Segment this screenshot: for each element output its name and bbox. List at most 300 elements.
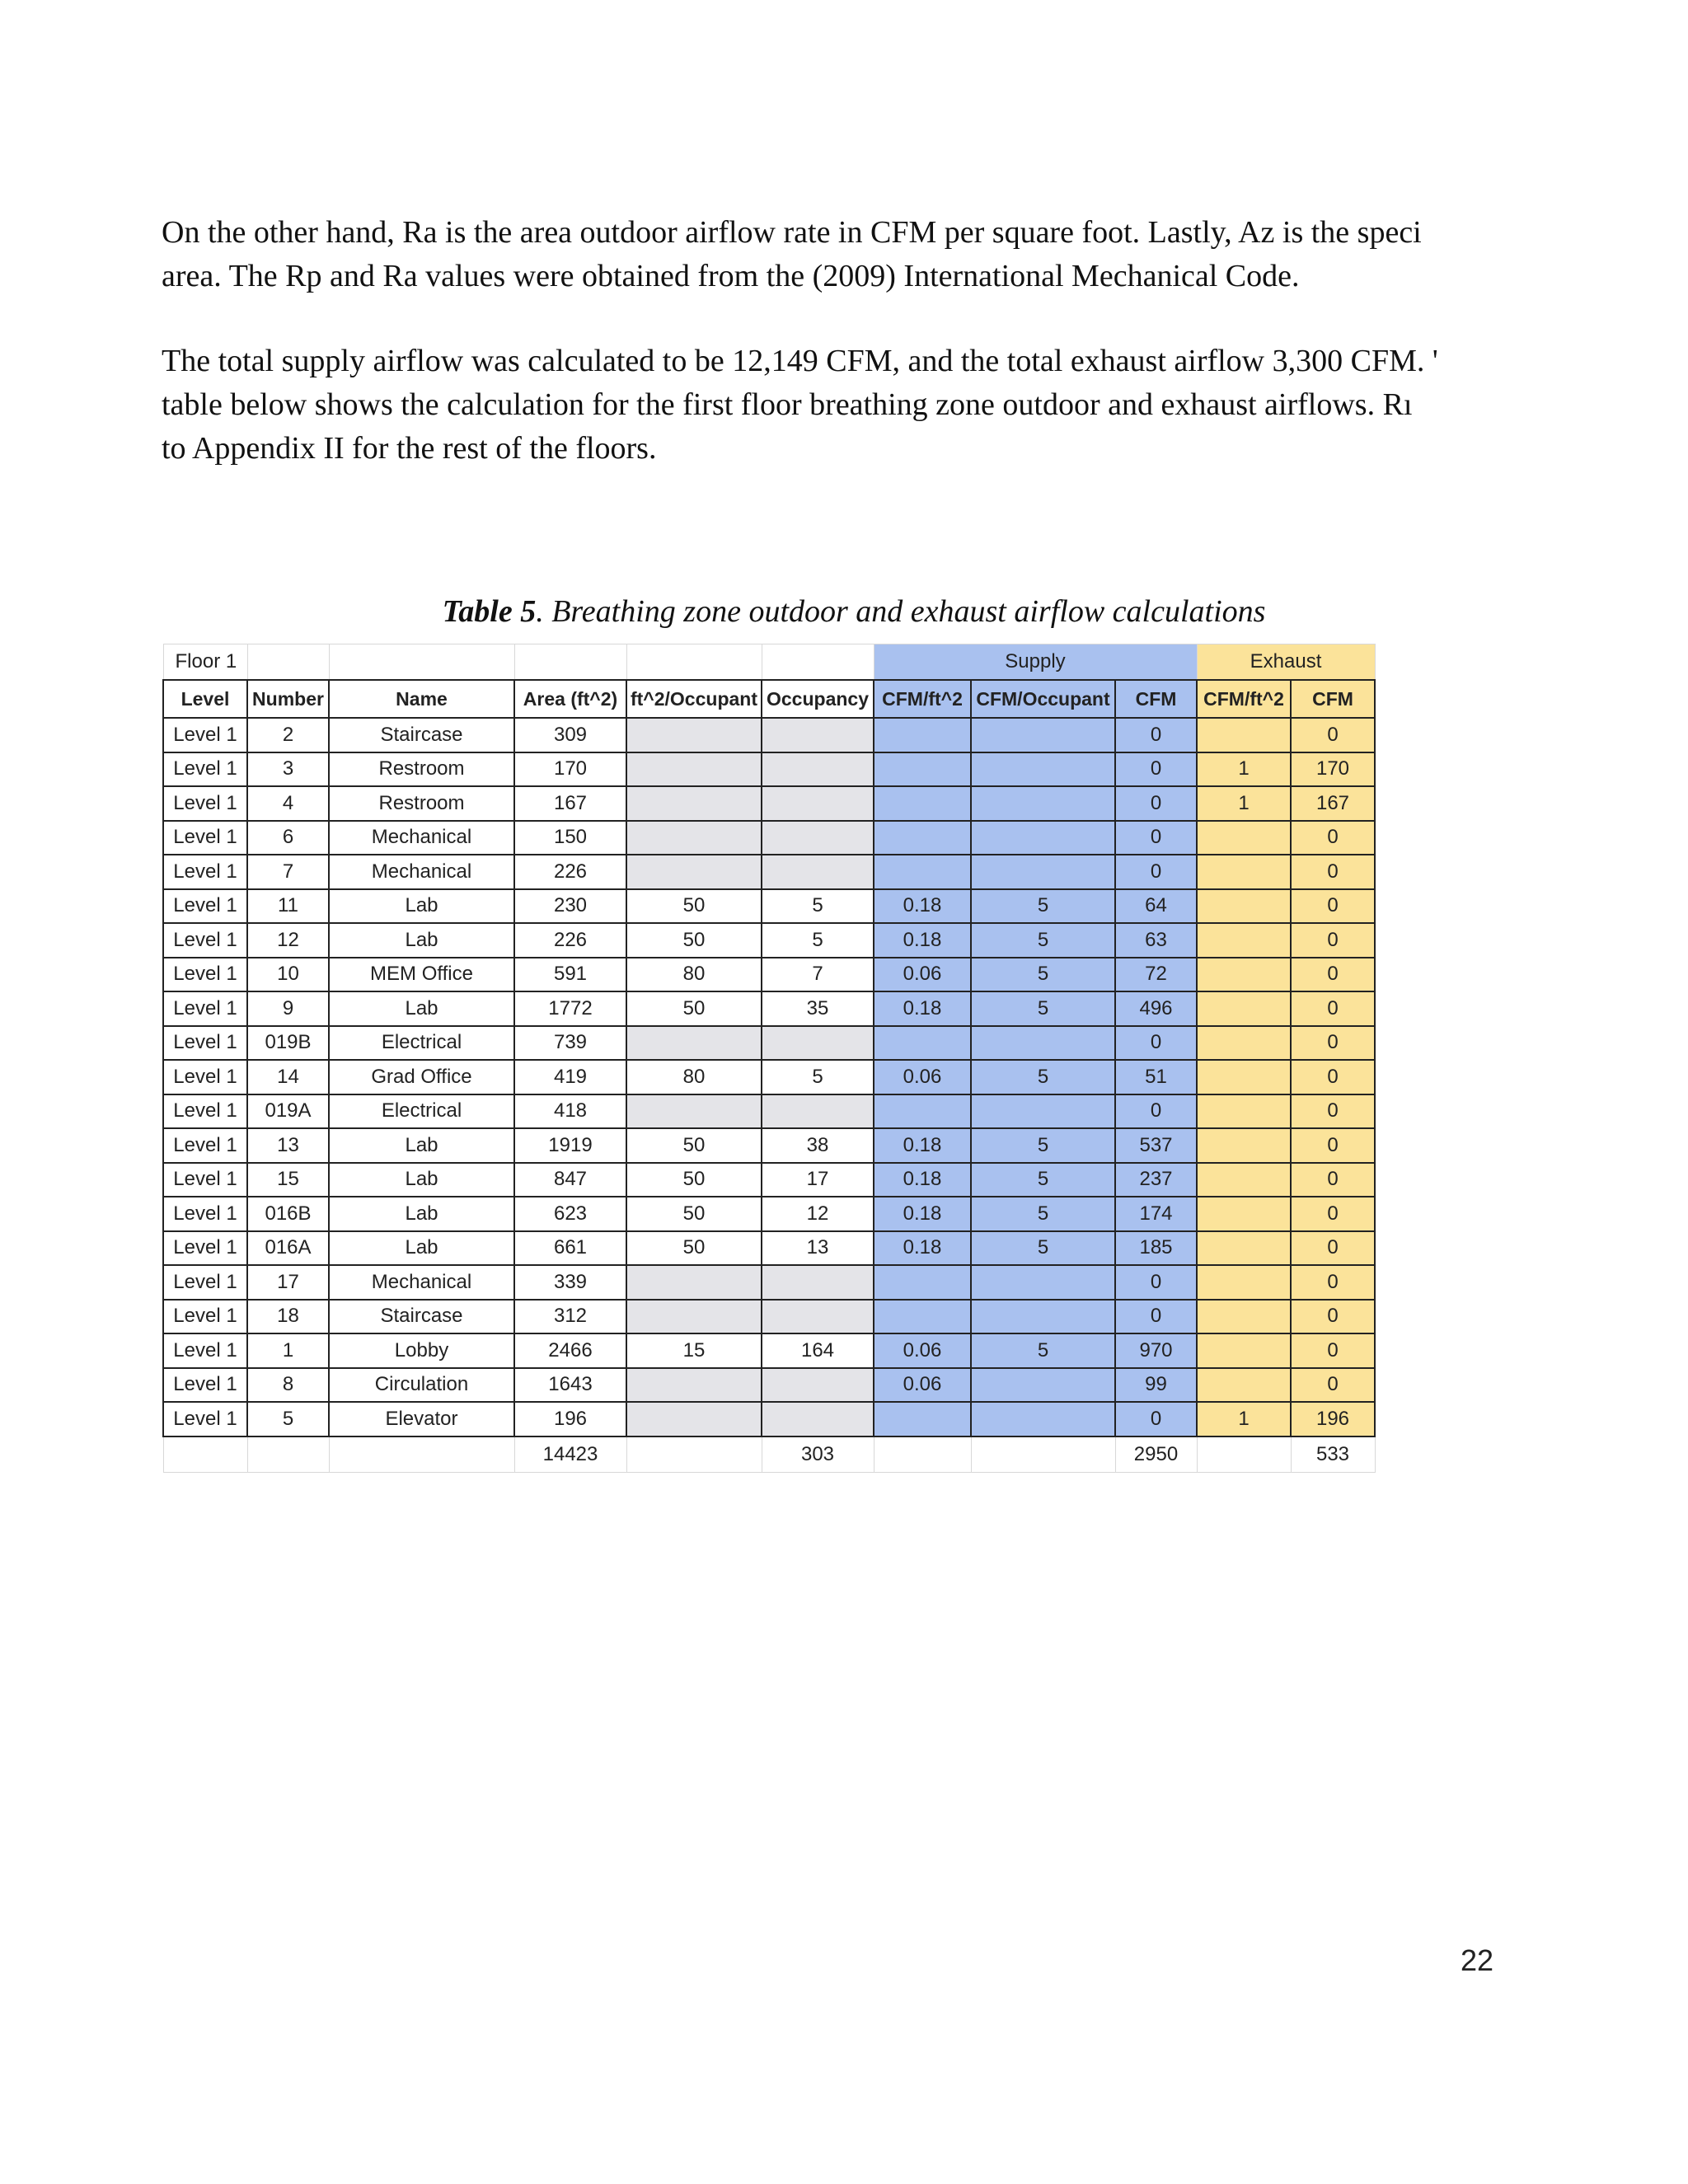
table-row xyxy=(163,1231,1375,1266)
table-cell: Level 1 xyxy=(163,855,247,889)
table-group-row xyxy=(163,644,1375,681)
table-cell xyxy=(874,786,971,821)
table-cell: 661 xyxy=(514,1231,626,1266)
table-row xyxy=(163,1402,1375,1436)
table-row xyxy=(163,1197,1375,1231)
table-cell xyxy=(626,1026,762,1061)
table-cell: 35 xyxy=(762,991,874,1026)
table-cell: 50 xyxy=(626,991,762,1026)
table-cell: 0 xyxy=(1291,1265,1375,1300)
paragraph-line: area. The Rp and Ra values were obtained from the (2009) International Mechanical Code. xyxy=(162,259,1300,293)
column-header-exhaust-cfm-per-ft2: CFM/ft^2 xyxy=(1197,680,1291,718)
table-cell: 0.18 xyxy=(874,991,971,1026)
table-cell xyxy=(1197,889,1291,924)
table-cell xyxy=(1197,1026,1291,1061)
total-cell: 533 xyxy=(1291,1436,1375,1473)
table-cell: Circulation xyxy=(329,1368,514,1403)
table-cell: 5 xyxy=(971,1231,1115,1266)
table-cell: 196 xyxy=(1291,1402,1375,1436)
column-header-name: Name xyxy=(329,680,514,718)
table-cell: 150 xyxy=(514,821,626,855)
table-cell: Level 1 xyxy=(163,1368,247,1403)
table-cell: Level 1 xyxy=(163,1128,247,1163)
table-cell: Elevator xyxy=(329,1402,514,1436)
table-cell: Level 1 xyxy=(163,1060,247,1094)
table-cell: 0.06 xyxy=(874,1333,971,1368)
table-cell xyxy=(626,1094,762,1129)
table-cell: 3 xyxy=(247,752,329,787)
table-cell: Lab xyxy=(329,1163,514,1197)
table-cell: 237 xyxy=(1115,1163,1197,1197)
table-cell: 537 xyxy=(1115,1128,1197,1163)
airflow-table xyxy=(162,644,1376,1473)
table-cell: Level 1 xyxy=(163,821,247,855)
table-cell: Level 1 xyxy=(163,1231,247,1266)
table-cell: Level 1 xyxy=(163,958,247,992)
table-cell: 0 xyxy=(1291,855,1375,889)
table-cell: Level 1 xyxy=(163,1026,247,1061)
table-cell xyxy=(971,1026,1115,1061)
table-row xyxy=(163,1333,1375,1368)
table-totals-row xyxy=(163,1436,1375,1473)
table-cell xyxy=(1197,1265,1291,1300)
table-cell: 12 xyxy=(762,1197,874,1231)
total-cell xyxy=(247,1436,329,1473)
table-cell: 80 xyxy=(626,958,762,992)
column-header-cfm-per-occupant: CFM/Occupant xyxy=(971,680,1115,718)
total-cell xyxy=(1197,1436,1291,1473)
table-cell: 1 xyxy=(1197,752,1291,787)
table-row xyxy=(163,1060,1375,1094)
table-cell: 185 xyxy=(1115,1231,1197,1266)
table-cell: 847 xyxy=(514,1163,626,1197)
table-cell: 5 xyxy=(762,889,874,924)
table-cell: Mechanical xyxy=(329,1265,514,1300)
paragraph-line: On the other hand, Ra is the area outdoor airflow rate in CFM per square foot. Lastly, Az is the speci xyxy=(162,215,1422,250)
table-cell: 418 xyxy=(514,1094,626,1129)
table-cell: 5 xyxy=(971,889,1115,924)
table-cell: 5 xyxy=(971,991,1115,1026)
empty-cell xyxy=(329,644,514,681)
table-cell: Staircase xyxy=(329,1300,514,1334)
table-cell: 312 xyxy=(514,1300,626,1334)
table-row xyxy=(163,1368,1375,1403)
table-cell: MEM Office xyxy=(329,958,514,992)
table-cell: 17 xyxy=(762,1163,874,1197)
table-cell: Electrical xyxy=(329,1094,514,1129)
table-cell: 0.18 xyxy=(874,1197,971,1231)
table-cell: 0.06 xyxy=(874,1368,971,1403)
table-cell xyxy=(1197,1231,1291,1266)
table-cell: Level 1 xyxy=(163,718,247,752)
table-cell: 10 xyxy=(247,958,329,992)
table-cell: 8 xyxy=(247,1368,329,1403)
table-cell: 164 xyxy=(762,1333,874,1368)
table-cell: 1 xyxy=(1197,1402,1291,1436)
page-number: 22 xyxy=(1460,1943,1493,1977)
table-row xyxy=(163,958,1375,992)
table-cell: 51 xyxy=(1115,1060,1197,1094)
table-cell: 17 xyxy=(247,1265,329,1300)
table-cell: 016A xyxy=(247,1231,329,1266)
table-cell xyxy=(874,855,971,889)
table-cell: 12 xyxy=(247,923,329,958)
table-cell xyxy=(626,1402,762,1436)
table-cell xyxy=(626,752,762,787)
table-cell: 13 xyxy=(247,1128,329,1163)
table-cell: Level 1 xyxy=(163,923,247,958)
table-cell: 5 xyxy=(971,1128,1115,1163)
table-cell: 0 xyxy=(1291,1197,1375,1231)
table-cell: 72 xyxy=(1115,958,1197,992)
table-cell: 019B xyxy=(247,1026,329,1061)
column-header-level: Level xyxy=(163,680,247,718)
table-cell: 0.18 xyxy=(874,1231,971,1266)
table-cell: 167 xyxy=(1291,786,1375,821)
table-cell xyxy=(762,1094,874,1129)
table-cell: 14 xyxy=(247,1060,329,1094)
table-cell xyxy=(626,786,762,821)
table-cell: Level 1 xyxy=(163,1094,247,1129)
table-cell: 0 xyxy=(1291,718,1375,752)
paragraph-line: The total supply airflow was calculated to be 12,149 CFM, and the total exhaust airflow 3,300 CFM. ' xyxy=(162,344,1438,378)
paragraph-line: table below shows the calculation for the first floor breathing zone outdoor and exhaust airflows. Rı xyxy=(162,387,1413,422)
table-cell xyxy=(626,1265,762,1300)
table-cell xyxy=(971,1300,1115,1334)
total-cell: 303 xyxy=(762,1436,874,1473)
table-cell: 5 xyxy=(762,1060,874,1094)
table-cell xyxy=(1197,1197,1291,1231)
table-cell: 0 xyxy=(1115,1402,1197,1436)
table-cell: 226 xyxy=(514,923,626,958)
table-cell xyxy=(626,1368,762,1403)
table-cell: 11 xyxy=(247,889,329,924)
table-cell xyxy=(626,1300,762,1334)
column-header-ft2-per-occupant: ft^2/Occupant xyxy=(626,680,762,718)
table-cell: 2466 xyxy=(514,1333,626,1368)
empty-cell xyxy=(626,644,762,681)
cropped-edge xyxy=(1381,644,1387,1483)
table-cell: Level 1 xyxy=(163,889,247,924)
table-cell: 50 xyxy=(626,889,762,924)
table-cell: Electrical xyxy=(329,1026,514,1061)
table-cell: 419 xyxy=(514,1060,626,1094)
table-cell xyxy=(971,1368,1115,1403)
column-header-number: Number xyxy=(247,680,329,718)
table-cell: Level 1 xyxy=(163,786,247,821)
table-cell: Level 1 xyxy=(163,991,247,1026)
table-cell: 0 xyxy=(1115,1300,1197,1334)
table-cell: Staircase xyxy=(329,718,514,752)
total-cell xyxy=(163,1436,247,1473)
column-header-area: Area (ft^2) xyxy=(514,680,626,718)
table-row xyxy=(163,718,1375,752)
table-cell: 0.18 xyxy=(874,923,971,958)
table-cell: Restroom xyxy=(329,752,514,787)
table-caption xyxy=(162,593,1546,630)
table-cell: Lab xyxy=(329,889,514,924)
table-cell: 0 xyxy=(1291,958,1375,992)
table-row xyxy=(163,1094,1375,1129)
table-cell xyxy=(874,821,971,855)
table-cell: Lab xyxy=(329,1197,514,1231)
table-cell: 1 xyxy=(1197,786,1291,821)
table-cell: 0 xyxy=(1115,821,1197,855)
table-row xyxy=(163,1026,1375,1061)
table-cell: 2 xyxy=(247,718,329,752)
paragraph-line: to Appendix II for the rest of the floors. xyxy=(162,431,657,466)
table-cell xyxy=(1197,923,1291,958)
table-cell: Grad Office xyxy=(329,1060,514,1094)
table-cell: 0 xyxy=(1115,786,1197,821)
table-cell: Level 1 xyxy=(163,1300,247,1334)
table-cell xyxy=(874,1094,971,1129)
table-cell: 0 xyxy=(1115,718,1197,752)
table-row xyxy=(163,991,1375,1026)
table-cell: 1 xyxy=(247,1333,329,1368)
floor-label: Floor 1 xyxy=(163,644,247,681)
table-cell: Mechanical xyxy=(329,855,514,889)
table-cell: 7 xyxy=(762,958,874,992)
table-cell xyxy=(1197,1163,1291,1197)
table-row xyxy=(163,855,1375,889)
table-cell xyxy=(762,786,874,821)
table-cell: 5 xyxy=(971,1163,1115,1197)
table-cell xyxy=(1197,1094,1291,1129)
table-cell: 50 xyxy=(626,1163,762,1197)
table-cell: 64 xyxy=(1115,889,1197,924)
table-cell: 0.06 xyxy=(874,958,971,992)
column-header-exhaust-cfm: CFM xyxy=(1291,680,1375,718)
spreadsheet-image xyxy=(162,644,1387,1483)
supply-group-header: Supply xyxy=(874,644,1197,681)
table-cell xyxy=(971,718,1115,752)
table-cell xyxy=(874,1026,971,1061)
total-cell xyxy=(329,1436,514,1473)
table-cell: 0 xyxy=(1115,752,1197,787)
table-cell: 50 xyxy=(626,923,762,958)
total-cell: 14423 xyxy=(514,1436,626,1473)
table-cell xyxy=(762,1402,874,1436)
table-cell xyxy=(762,718,874,752)
table-cell xyxy=(762,1368,874,1403)
table-cell: 1643 xyxy=(514,1368,626,1403)
table-cell: 4 xyxy=(247,786,329,821)
table-cell: 309 xyxy=(514,718,626,752)
table-cell: 339 xyxy=(514,1265,626,1300)
empty-cell xyxy=(247,644,329,681)
table-cell: 5 xyxy=(971,1060,1115,1094)
table-row xyxy=(163,1300,1375,1334)
table-cell: 591 xyxy=(514,958,626,992)
table-cell xyxy=(971,786,1115,821)
table-cell: 0 xyxy=(1291,991,1375,1026)
column-header-supply-cfm-per-ft2: CFM/ft^2 xyxy=(874,680,971,718)
table-cell: 0.06 xyxy=(874,1060,971,1094)
table-row xyxy=(163,1128,1375,1163)
table-row xyxy=(163,923,1375,958)
table-cell: 15 xyxy=(626,1333,762,1368)
table-cell xyxy=(971,1094,1115,1129)
table-cell: 0 xyxy=(1291,923,1375,958)
table-cell: Lab xyxy=(329,1231,514,1266)
table-cell xyxy=(1197,991,1291,1026)
table-cell: 0.18 xyxy=(874,889,971,924)
table-cell xyxy=(1197,855,1291,889)
table-cell xyxy=(971,821,1115,855)
table-cell xyxy=(874,752,971,787)
table-cell: 167 xyxy=(514,786,626,821)
table-cell: 50 xyxy=(626,1197,762,1231)
table-cell xyxy=(1197,1060,1291,1094)
table-cell xyxy=(762,752,874,787)
table-cell: 623 xyxy=(514,1197,626,1231)
table-cell: Level 1 xyxy=(163,1402,247,1436)
table-cell xyxy=(762,1300,874,1334)
table-cell: 38 xyxy=(762,1128,874,1163)
table-row xyxy=(163,1163,1375,1197)
table-cell: 0 xyxy=(1291,1094,1375,1129)
table-cell: 50 xyxy=(626,1128,762,1163)
table-cell: 80 xyxy=(626,1060,762,1094)
table-cell: 170 xyxy=(1291,752,1375,787)
total-cell xyxy=(626,1436,762,1473)
table-cell: 196 xyxy=(514,1402,626,1436)
table-cell: 9 xyxy=(247,991,329,1026)
table-cell: 174 xyxy=(1115,1197,1197,1231)
table-cell xyxy=(762,1265,874,1300)
total-cell xyxy=(971,1436,1115,1473)
table-cell: 15 xyxy=(247,1163,329,1197)
table-cell: Level 1 xyxy=(163,1265,247,1300)
table-cell xyxy=(762,1026,874,1061)
total-cell xyxy=(874,1436,971,1473)
table-cell: 0 xyxy=(1115,1265,1197,1300)
column-header-occupancy: Occupancy xyxy=(762,680,874,718)
table-body xyxy=(163,644,1375,1473)
table-cell xyxy=(626,855,762,889)
table-cell xyxy=(1197,821,1291,855)
table-cell xyxy=(971,1402,1115,1436)
table-cell: 0 xyxy=(1291,1060,1375,1094)
table-row xyxy=(163,752,1375,787)
table-cell: 0 xyxy=(1291,1128,1375,1163)
table-cell: 970 xyxy=(1115,1333,1197,1368)
table-cell: 0 xyxy=(1291,1368,1375,1403)
table-row xyxy=(163,1265,1375,1300)
table-cell: 6 xyxy=(247,821,329,855)
table-cell xyxy=(626,718,762,752)
table-cell: 0 xyxy=(1115,1094,1197,1129)
table-cell xyxy=(1197,1333,1291,1368)
table-cell: 13 xyxy=(762,1231,874,1266)
table-cell: 0 xyxy=(1291,889,1375,924)
table-cell: 5 xyxy=(971,923,1115,958)
table-cell xyxy=(762,821,874,855)
table-cell: Lobby xyxy=(329,1333,514,1368)
empty-cell xyxy=(514,644,626,681)
table-cell: 0 xyxy=(1291,821,1375,855)
table-cell: 5 xyxy=(971,958,1115,992)
table-row xyxy=(163,889,1375,924)
table-cell xyxy=(971,752,1115,787)
table-cell xyxy=(874,1300,971,1334)
total-cell: 2950 xyxy=(1115,1436,1197,1473)
column-header-supply-cfm: CFM xyxy=(1115,680,1197,718)
caption-text: . Breathing zone outdoor and exhaust airflow calculations xyxy=(536,594,1266,629)
table-cell: 0 xyxy=(1291,1163,1375,1197)
table-cell xyxy=(1197,1368,1291,1403)
table-cell: 1772 xyxy=(514,991,626,1026)
table-cell: 5 xyxy=(971,1197,1115,1231)
table-cell: 0 xyxy=(1291,1026,1375,1061)
table-cell: 0 xyxy=(1291,1333,1375,1368)
table-cell: 5 xyxy=(971,1333,1115,1368)
caption-label: Table 5 xyxy=(442,594,537,629)
table-cell xyxy=(971,855,1115,889)
paragraph-total-airflow xyxy=(162,340,1492,471)
table-cell: Level 1 xyxy=(163,1163,247,1197)
table-cell: 99 xyxy=(1115,1368,1197,1403)
table-cell: 63 xyxy=(1115,923,1197,958)
table-cell xyxy=(1197,718,1291,752)
table-cell: 1919 xyxy=(514,1128,626,1163)
table-cell xyxy=(971,1265,1115,1300)
table-cell xyxy=(874,718,971,752)
table-cell: 0 xyxy=(1291,1231,1375,1266)
table-cell: 5 xyxy=(762,923,874,958)
table-cell: Restroom xyxy=(329,786,514,821)
table-cell: 019A xyxy=(247,1094,329,1129)
exhaust-group-header: Exhaust xyxy=(1197,644,1375,681)
table-cell: 0 xyxy=(1115,1026,1197,1061)
table-cell: 016B xyxy=(247,1197,329,1231)
table-cell: 7 xyxy=(247,855,329,889)
paragraph-airflow-rates xyxy=(162,211,1492,298)
table-cell: Level 1 xyxy=(163,1333,247,1368)
table-cell: Lab xyxy=(329,991,514,1026)
table-row xyxy=(163,786,1375,821)
table-cell xyxy=(626,821,762,855)
table-row xyxy=(163,821,1375,855)
table-cell: 50 xyxy=(626,1231,762,1266)
table-cell: 230 xyxy=(514,889,626,924)
table-cell: Level 1 xyxy=(163,752,247,787)
table-cell: 739 xyxy=(514,1026,626,1061)
table-cell: 18 xyxy=(247,1300,329,1334)
table-cell: 0 xyxy=(1291,1300,1375,1334)
table-cell: 170 xyxy=(514,752,626,787)
table-cell xyxy=(874,1265,971,1300)
table-header-row xyxy=(163,680,1375,718)
table-cell xyxy=(1197,1300,1291,1334)
table-cell xyxy=(1197,958,1291,992)
table-cell: 496 xyxy=(1115,991,1197,1026)
table-cell: 0 xyxy=(1115,855,1197,889)
table-cell xyxy=(874,1402,971,1436)
table-cell: 0.18 xyxy=(874,1163,971,1197)
table-cell: 226 xyxy=(514,855,626,889)
table-cell: 5 xyxy=(247,1402,329,1436)
table-cell: Lab xyxy=(329,1128,514,1163)
empty-cell xyxy=(762,644,874,681)
table-cell: Mechanical xyxy=(329,821,514,855)
table-cell xyxy=(1197,1128,1291,1163)
table-cell: Level 1 xyxy=(163,1197,247,1231)
table-cell xyxy=(762,855,874,889)
table-cell: 0.18 xyxy=(874,1128,971,1163)
table-cell: Lab xyxy=(329,923,514,958)
